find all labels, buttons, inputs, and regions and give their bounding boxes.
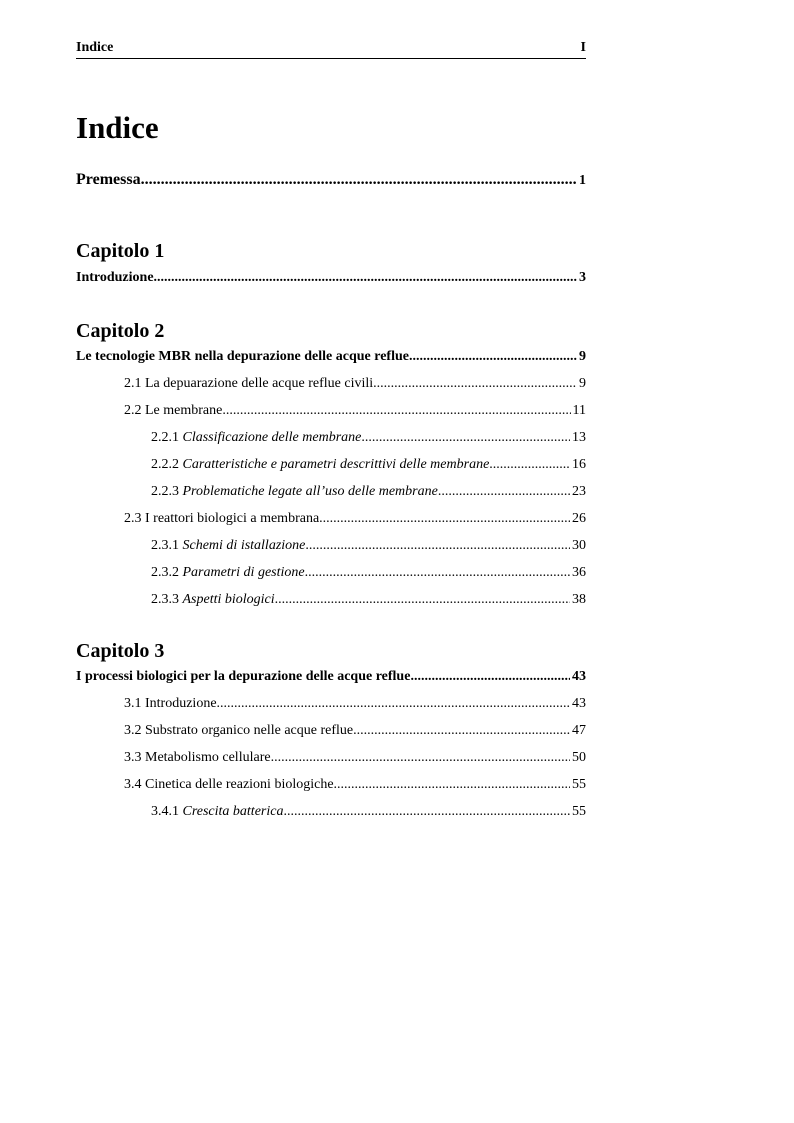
toc-page-number: 3	[579, 270, 586, 285]
page-title: Indice	[76, 110, 159, 145]
dot-leader	[489, 455, 570, 475]
toc-entry-label: 2.2.3 Problematiche legate all’uso delle membrane	[151, 484, 438, 499]
toc-page-number: 23	[572, 484, 586, 499]
dot-leader	[319, 509, 570, 529]
chapter-heading: Capitolo 2	[76, 320, 165, 342]
toc-entry[interactable]	[124, 374, 586, 394]
toc-entry[interactable]	[124, 721, 586, 741]
toc-page-number: 16	[572, 457, 586, 472]
toc-entry-label: 3.2 Substrato organico nelle acque reflue	[124, 723, 354, 738]
toc-entry-label: 3.1 Introduzione	[124, 696, 217, 711]
toc-entry-label: 2.2 Le membrane	[124, 403, 223, 418]
toc-page-number: 36	[572, 565, 586, 580]
toc-entry-label: 2.2.2 Caratteristiche e parametri descrittivi delle membrane	[151, 457, 490, 472]
toc-entry-chapter-3[interactable]	[76, 667, 586, 687]
toc-entry[interactable]	[124, 401, 586, 421]
toc-entry[interactable]	[124, 509, 586, 529]
toc-entry-label: 2.3.1 Schemi di istallazione	[151, 538, 306, 553]
toc-entry-label: 3.4.1 Crescita batterica	[151, 804, 284, 819]
dot-leader	[305, 536, 570, 556]
dot-leader	[154, 268, 577, 288]
dot-leader	[222, 401, 570, 421]
toc-entry[interactable]	[124, 694, 586, 714]
toc-page-number: 55	[572, 804, 586, 819]
dot-leader	[438, 482, 570, 502]
toc-entry-label: Le tecnologie MBR nella depurazione delle acque reflue	[76, 349, 409, 364]
toc-entry[interactable]	[151, 482, 586, 502]
toc-page-number: 55	[572, 777, 586, 792]
chapter-heading: Capitolo 1	[76, 240, 165, 262]
dot-leader	[410, 667, 570, 687]
toc-entry[interactable]	[151, 428, 586, 448]
toc-entry[interactable]	[124, 775, 586, 795]
toc-entry-premessa[interactable]	[76, 170, 586, 191]
toc-page-number: 30	[572, 538, 586, 553]
dot-leader	[275, 590, 570, 610]
toc-entry-label: 2.2.1 Classificazione delle membrane	[151, 430, 362, 445]
toc-page-number: 38	[572, 592, 586, 607]
toc-entry-label: Introduzione	[76, 270, 154, 285]
dot-leader	[361, 428, 570, 448]
toc-page-number: 47	[572, 723, 586, 738]
header-page-number: I	[580, 40, 586, 55]
dot-leader	[334, 775, 570, 795]
toc-entry[interactable]	[151, 455, 586, 475]
dot-leader	[141, 170, 577, 190]
toc-entry-chapter-1[interactable]	[76, 268, 586, 288]
toc-page-number: 9	[579, 349, 586, 364]
toc-page-number: 9	[579, 376, 586, 391]
toc-entry-label: 2.1 La depuarazione delle acque reflue civili	[124, 376, 374, 391]
toc-entry-chapter-2[interactable]	[76, 347, 586, 367]
toc-page-number: 43	[572, 669, 586, 684]
toc-entry-label: 2.3.2 Parametri di gestione	[151, 565, 305, 580]
toc-entry-label: 2.3.3 Aspetti biologici	[151, 592, 275, 607]
dot-leader	[217, 694, 570, 714]
toc-page-number: 1	[579, 173, 586, 188]
dot-leader	[283, 802, 570, 822]
toc-page-number: 50	[572, 750, 586, 765]
running-header	[76, 38, 586, 59]
toc-entry[interactable]	[124, 748, 586, 768]
toc-page-number: 26	[572, 511, 586, 526]
toc-page-number: 43	[572, 696, 586, 711]
toc-entry-label: 3.3 Metabolismo cellulare	[124, 750, 271, 765]
header-section-title: Indice	[76, 40, 114, 55]
toc-entry-label: I processi biologici per la depurazione delle acque reflue	[76, 669, 411, 684]
dot-leader	[305, 563, 570, 583]
dot-leader	[353, 721, 570, 741]
toc-page-number: 11	[572, 403, 586, 418]
dot-leader	[271, 748, 570, 768]
toc-entry-label: 2.3 I reattori biologici a membrana	[124, 511, 320, 526]
toc-entry[interactable]	[151, 536, 586, 556]
chapter-heading: Capitolo 3	[76, 640, 165, 662]
toc-entry[interactable]	[151, 802, 586, 822]
toc-page-number: 13	[572, 430, 586, 445]
toc-entry[interactable]	[151, 563, 586, 583]
toc-entry-label: 3.4 Cinetica delle reazioni biologiche	[124, 777, 334, 792]
toc-entry-label: Premessa	[76, 171, 141, 188]
toc-entry[interactable]	[151, 590, 586, 610]
dot-leader	[373, 374, 577, 394]
dot-leader	[409, 347, 577, 367]
